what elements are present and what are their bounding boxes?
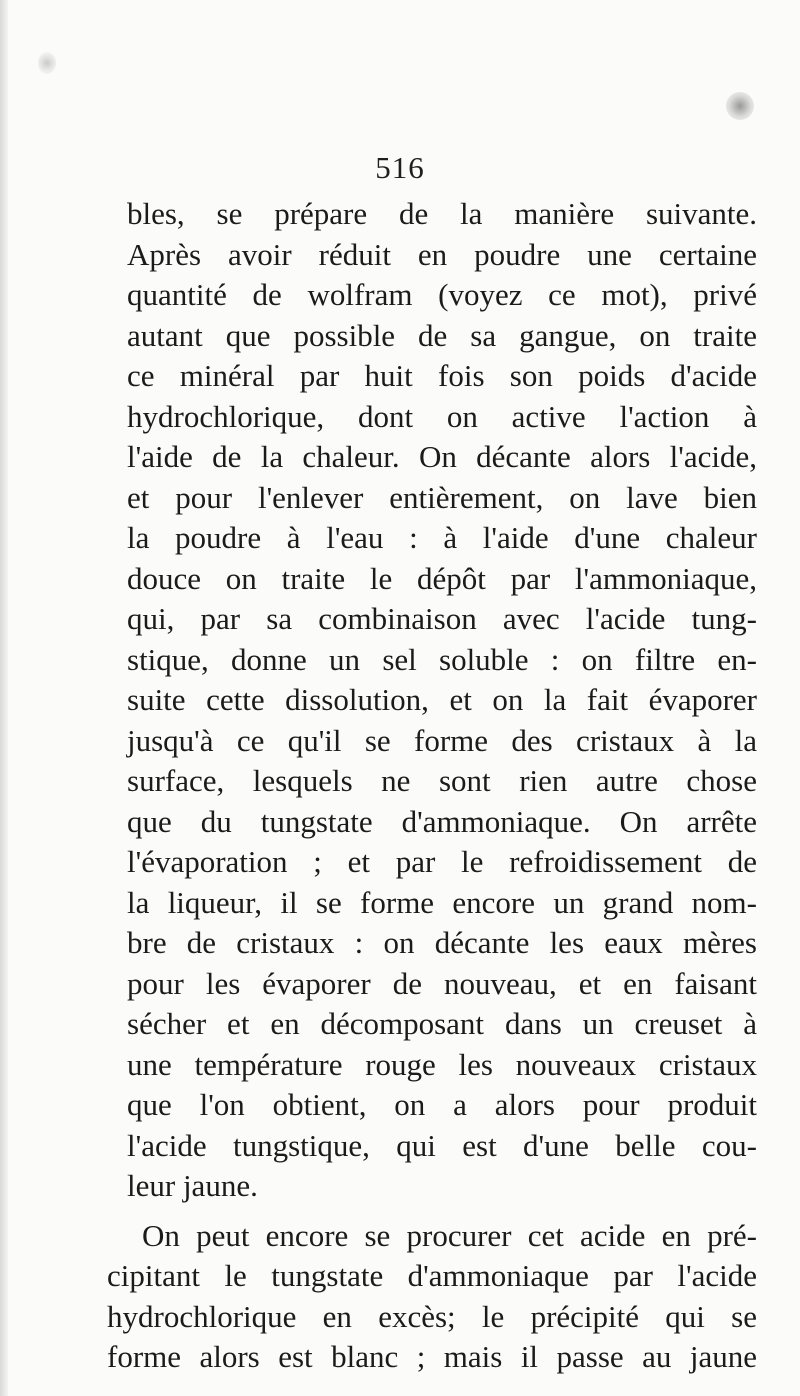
text-line: bles, se prépare de la manière suivante. bbox=[127, 196, 757, 231]
text-line: suite cette dissolution, et on la fait évaporer bbox=[127, 682, 757, 717]
text-line: que l'on obtient, on a alors pour produit bbox=[127, 1087, 757, 1122]
text-line: autant que possible de sa gangue, on traite bbox=[127, 317, 757, 353]
text-line: stique, donne un sel soluble : on filtre en- bbox=[127, 641, 757, 677]
text-line: cipitant le tungstate d'ammoniaque par l'acide bbox=[107, 1258, 757, 1293]
text-line: jusqu'à ce qu'il se forme des cristaux à la bbox=[127, 722, 757, 758]
page-edge-shadow bbox=[0, 0, 8, 1396]
text-line: la liqueur, il se forme encore un grand nom- bbox=[127, 884, 757, 920]
text-line: pour les évaporer de nouveau, et en faisant bbox=[127, 965, 757, 1001]
text-line: ce minéral par huit fois son poids d'acide bbox=[127, 358, 757, 393]
text-line: surface, lesquels ne sont rien autre chose bbox=[127, 763, 757, 798]
body-text bbox=[107, 194, 757, 1378]
text-line: une température rouge les nouveaux cristaux bbox=[127, 1046, 757, 1082]
paragraph-2 bbox=[107, 1216, 757, 1378]
text-line: la poudre à l'eau : à l'aide d'une chaleur bbox=[127, 520, 757, 555]
text-line: l'acide tungstique, qui est d'une belle cou- bbox=[127, 1127, 757, 1163]
text-line: hydrochlorique, dont on active l'action à bbox=[127, 398, 757, 434]
text-line: Après avoir réduit en poudre une certaine bbox=[127, 236, 757, 272]
text-line: quantité de wolfram (voyez ce mot), privé bbox=[127, 277, 757, 312]
text-line: l'évaporation ; et par le refroidissement de bbox=[127, 844, 757, 879]
text-line: que du tungstate d'ammoniaque. On arrête bbox=[127, 803, 757, 839]
text-line: qui, par sa combinaison avec l'acide tung- bbox=[127, 601, 757, 636]
text-line: douce on traite le dépôt par l'ammoniaque, bbox=[127, 560, 757, 596]
ink-stain bbox=[726, 92, 754, 120]
ink-speck bbox=[38, 52, 56, 74]
text-line: l'aide de la chaleur. On décante alors l'acide, bbox=[127, 439, 757, 474]
text-line: forme alors est blanc ; mais il passe au jaune bbox=[107, 1339, 757, 1374]
paragraph-1 bbox=[107, 194, 757, 1207]
text-line: bre de cristaux : on décante les eaux mères bbox=[127, 925, 757, 960]
text-line: On peut encore se procurer cet acide en pré- bbox=[142, 1217, 757, 1253]
text-line: leur jaune. bbox=[127, 1168, 258, 1203]
text-line: hydrochlorique en excès; le précipité qui se bbox=[107, 1298, 757, 1334]
text-line: sécher et en décomposant dans un creuset à bbox=[127, 1006, 757, 1041]
page-number: 516 bbox=[375, 150, 425, 185]
text-line: et pour l'enlever entièrement, on lave bien bbox=[127, 479, 757, 515]
